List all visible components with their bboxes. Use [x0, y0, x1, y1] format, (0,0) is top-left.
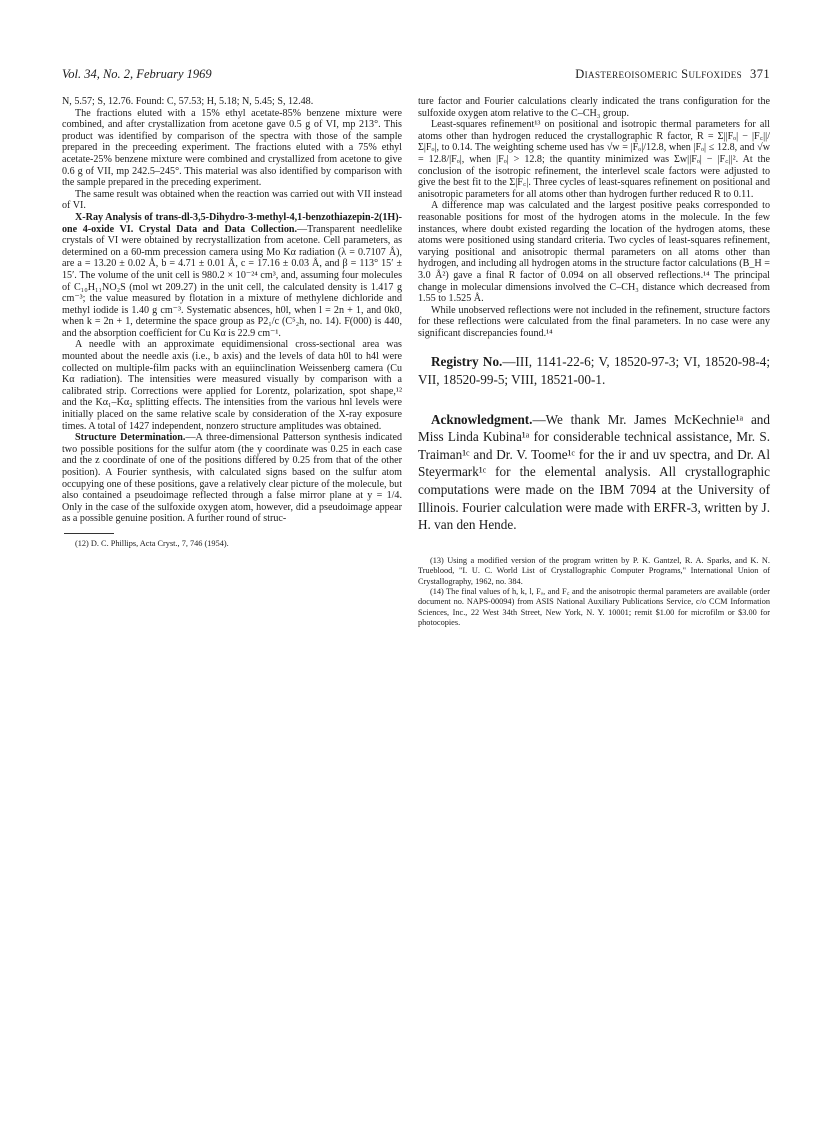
- unobserved-reflections-paragraph: While unobserved reflections were not included in the refinement, structure factors for these reflections were calculated from the final parameters. In no case were any significant discrepancies found.¹⁴: [418, 304, 770, 339]
- acknowledgment-paragraph: [418, 411, 770, 534]
- xray-analysis-heading: X-Ray Analysis of trans-dl-3,5-Dihydro-3-methyl-4,1-benzothiazepin-2(1H)-one 4-oxide VI. Crystal Data and Data Collection.: [62, 211, 402, 235]
- structure-determination-body: —A three-dimensional Patterson synthesis indicated two possible positions for the sulfur atom (the y coordinate was 0.25 in each case and the z coordinate of one of the positions differed by 0.25 from that of the other position). A Fourier synthesis, with calculated signs based on the sulfur atom occupying one of these positions, gave a relatively clear picture of the molecule, but also contained a pseudoimage reflected through a false mirror plane at y = 1/4. Only in the case of the sulfoxide oxygen atom, however, did a pseudoimage appear as a possible genuine position. A further round of struc-: [62, 432, 402, 525]
- xray-analysis-body: —Transparent needlelike crystals of VI were obtained by recrystallization from acetone. Cell parameters, as determined on a 60-mm precession camera using Mo Kα radiation (λ = 0.7107 Å), are a = 13.20 ± 0.02 Å, b = 4.71 ± 0.01 Å, c = 17.16 ± 0.03 Å, and β = 113° 15′ ± 15′. The volume of the unit cell is 980.2 × 10⁻²⁴ cm³, and, assuming four molecules of C₁₀H₁₁NO₂S (mol wt 209.27) in the unit cell, the calculated density is 1.417 g cm⁻³; the value measured by flotation in a mixture of methylene dichloride and methyl iodide is 1.40 g cm⁻³. Systematic absences, h0l, when l = 2n + 1, and 0k0, when k = 2n + 1, determine the space group as P2₁/c (C⁵₂h, no. 14). F(000) is 440, and the absorption coefficient for Cu Kα is 22.9 cm⁻¹.: [62, 223, 402, 339]
- footnote-14: (14) The final values of h, k, l, Fₒ, and F꜀ and the anisotropic thermal parameters are available (order document no. NAPS-00094) from ASIS National Auxiliary Publications Service, c/o CCM Information Sciences, Inc., 22 West 34th Street, New York, N. Y. 10001; remit $1.00 for microfilm or $3.00 for photocopies.: [418, 587, 770, 628]
- needle-mounting-paragraph: A needle with an approximate equidimensional cross-sectional area was mounted about the needle axis (i.e., b axis) and the levels of data h0l to h4l were collected on multiple-film packs with an equiinclination Weissenberg camera (Cu Kα radiation). The intensities were measured visually by comparison with a calibrated strip. Corrections were applied for Lorentz, polarization, spot shape,¹² and the Kα₁–Kα₂ splitting effects. The intensities from the various hnl levels were initially placed on the same relative scale by consideration of the X-ray exposure times. A total of 1427 independent, nonzero structure amplitudes was obtained.: [62, 339, 402, 432]
- footnote-divider: [64, 533, 114, 534]
- xray-analysis-paragraph: [62, 212, 402, 340]
- structure-determination-heading: Structure Determination.: [75, 432, 186, 444]
- registry-heading: Registry No.: [431, 354, 503, 370]
- page-number: 371: [750, 67, 770, 81]
- analysis-results-paragraph: N, 5.57; S, 12.76. Found: C, 57.53; H, 5.18; N, 5.45; S, 12.48.: [62, 96, 314, 107]
- difference-map-paragraph: A difference map was calculated and the largest positive peaks corresponded to reasonable positions for most of the hydrogen atoms in the molecule. In the few instances, where doubt existed regarding the location of the hydrogen atoms, these atoms were positioned using standard criteria. Two cycles of least-squares refinement, varying positional and anisotropic thermal parameters on all atoms other than hydrogen, and including all hydrogen atoms in the structure factor calculations (B_H = 3.0 Å²) gave a final R factor of 0.094 on all observed reflections.¹⁴ The principal change in molecular dimensions involved the C–CH₃ distance which decreased from 1.55 to 1.525 Å.: [418, 200, 770, 305]
- right-column: [418, 96, 770, 629]
- journal-volume-info: Vol. 34, No. 2, February 1969: [62, 67, 212, 81]
- fractions-paragraph: The fractions eluted with a 15% ethyl acetate-85% benzene mixture were combined, and after crystallization from acetone gave 0.5 g of VI, mp 213°. This product was identified by comparison of the spectra with those of the sample prepared in the preceeding experiment. The fractions eluted with a 75% ethyl acetate-25% benzene mixture were combined and crystallized from acetone to give 0.6 g of VII, mp 242.5–245°. This material was also identified by comparison with the sample prepared in the preceding experiment.: [62, 107, 402, 189]
- left-column: [62, 96, 402, 549]
- same-result-paragraph: The same result was obtained when the reaction was carried out with VII instead of VI.: [62, 188, 402, 212]
- footnote-12: (12) D. C. Phillips, Acta Cryst., 7, 746 (1954).: [75, 538, 229, 548]
- footnotes-block: [418, 556, 770, 629]
- footnote-13: (13) Using a modified version of the program written by P. K. Gantzel, R. A. Sparks, and K. N. Trueblood, "I. U. C. World List of Crystallographic Computer Programs," International Union of Crystallography, 1962, no. 384.: [418, 555, 770, 586]
- structure-determination-paragraph: [62, 432, 402, 525]
- running-title-text: Diastereoisomeric Sulfoxides: [575, 67, 743, 81]
- running-header: [62, 67, 770, 83]
- least-squares-paragraph: Least-squares refinement¹³ on positional and isotropic thermal parameters for all atoms other than hydrogen reduced the crystallographic R factor, R = Σ||Fₒ| − |F꜀||/Σ|Fₒ|, to 0.14. The weighting scheme used has √w = |Fₒ|/12.8, when |Fₒ| ≤ 12.8, and √w = 12.8/|Fₒ|, when |Fₒ| > 12.8; the quantity minimized was Σw||Fₒ| − |F꜀||². At the conclusion of the isotropic refinement, the interlevel scale factors were adjusted to give the best fit to the Σ|F꜀|. Three cycles of least-squares refinement on positional and anisotropic parameters for all atoms other than hydrogen further reduced R to 0.11.: [418, 119, 770, 200]
- trans-configuration-paragraph: ture factor and Fourier calculations clearly indicated the trans configuration for the sulfoxide oxygen atom relative to the C–CH₃ group.: [418, 96, 770, 119]
- registry-numbers-paragraph: [418, 353, 770, 388]
- acknowledgment-body: —We thank Mr. James McKechnie¹ᵃ and Miss Linda Kubina¹ᵃ for considerable technical assistance, Mr. S. Traiman¹ᶜ and Dr. V. Toome¹ᶜ for the ir and uv spectra, and Dr. Al Steyermark¹ᶜ for the elemental analysis. All crystallographic computations were made on the IBM 7094 at the University of Illinois. Fourier calculation were made with ERFR-3, written by J. H. van den Hende.: [418, 411, 770, 533]
- acknowledgment-heading: Acknowledgment.: [431, 411, 533, 427]
- registry-body: —III, 1141-22-6; V, 18520-97-3; VI, 18520-98-4; VII, 18520-99-5; VIII, 18521-00-1.: [418, 354, 770, 388]
- running-title: [575, 67, 770, 82]
